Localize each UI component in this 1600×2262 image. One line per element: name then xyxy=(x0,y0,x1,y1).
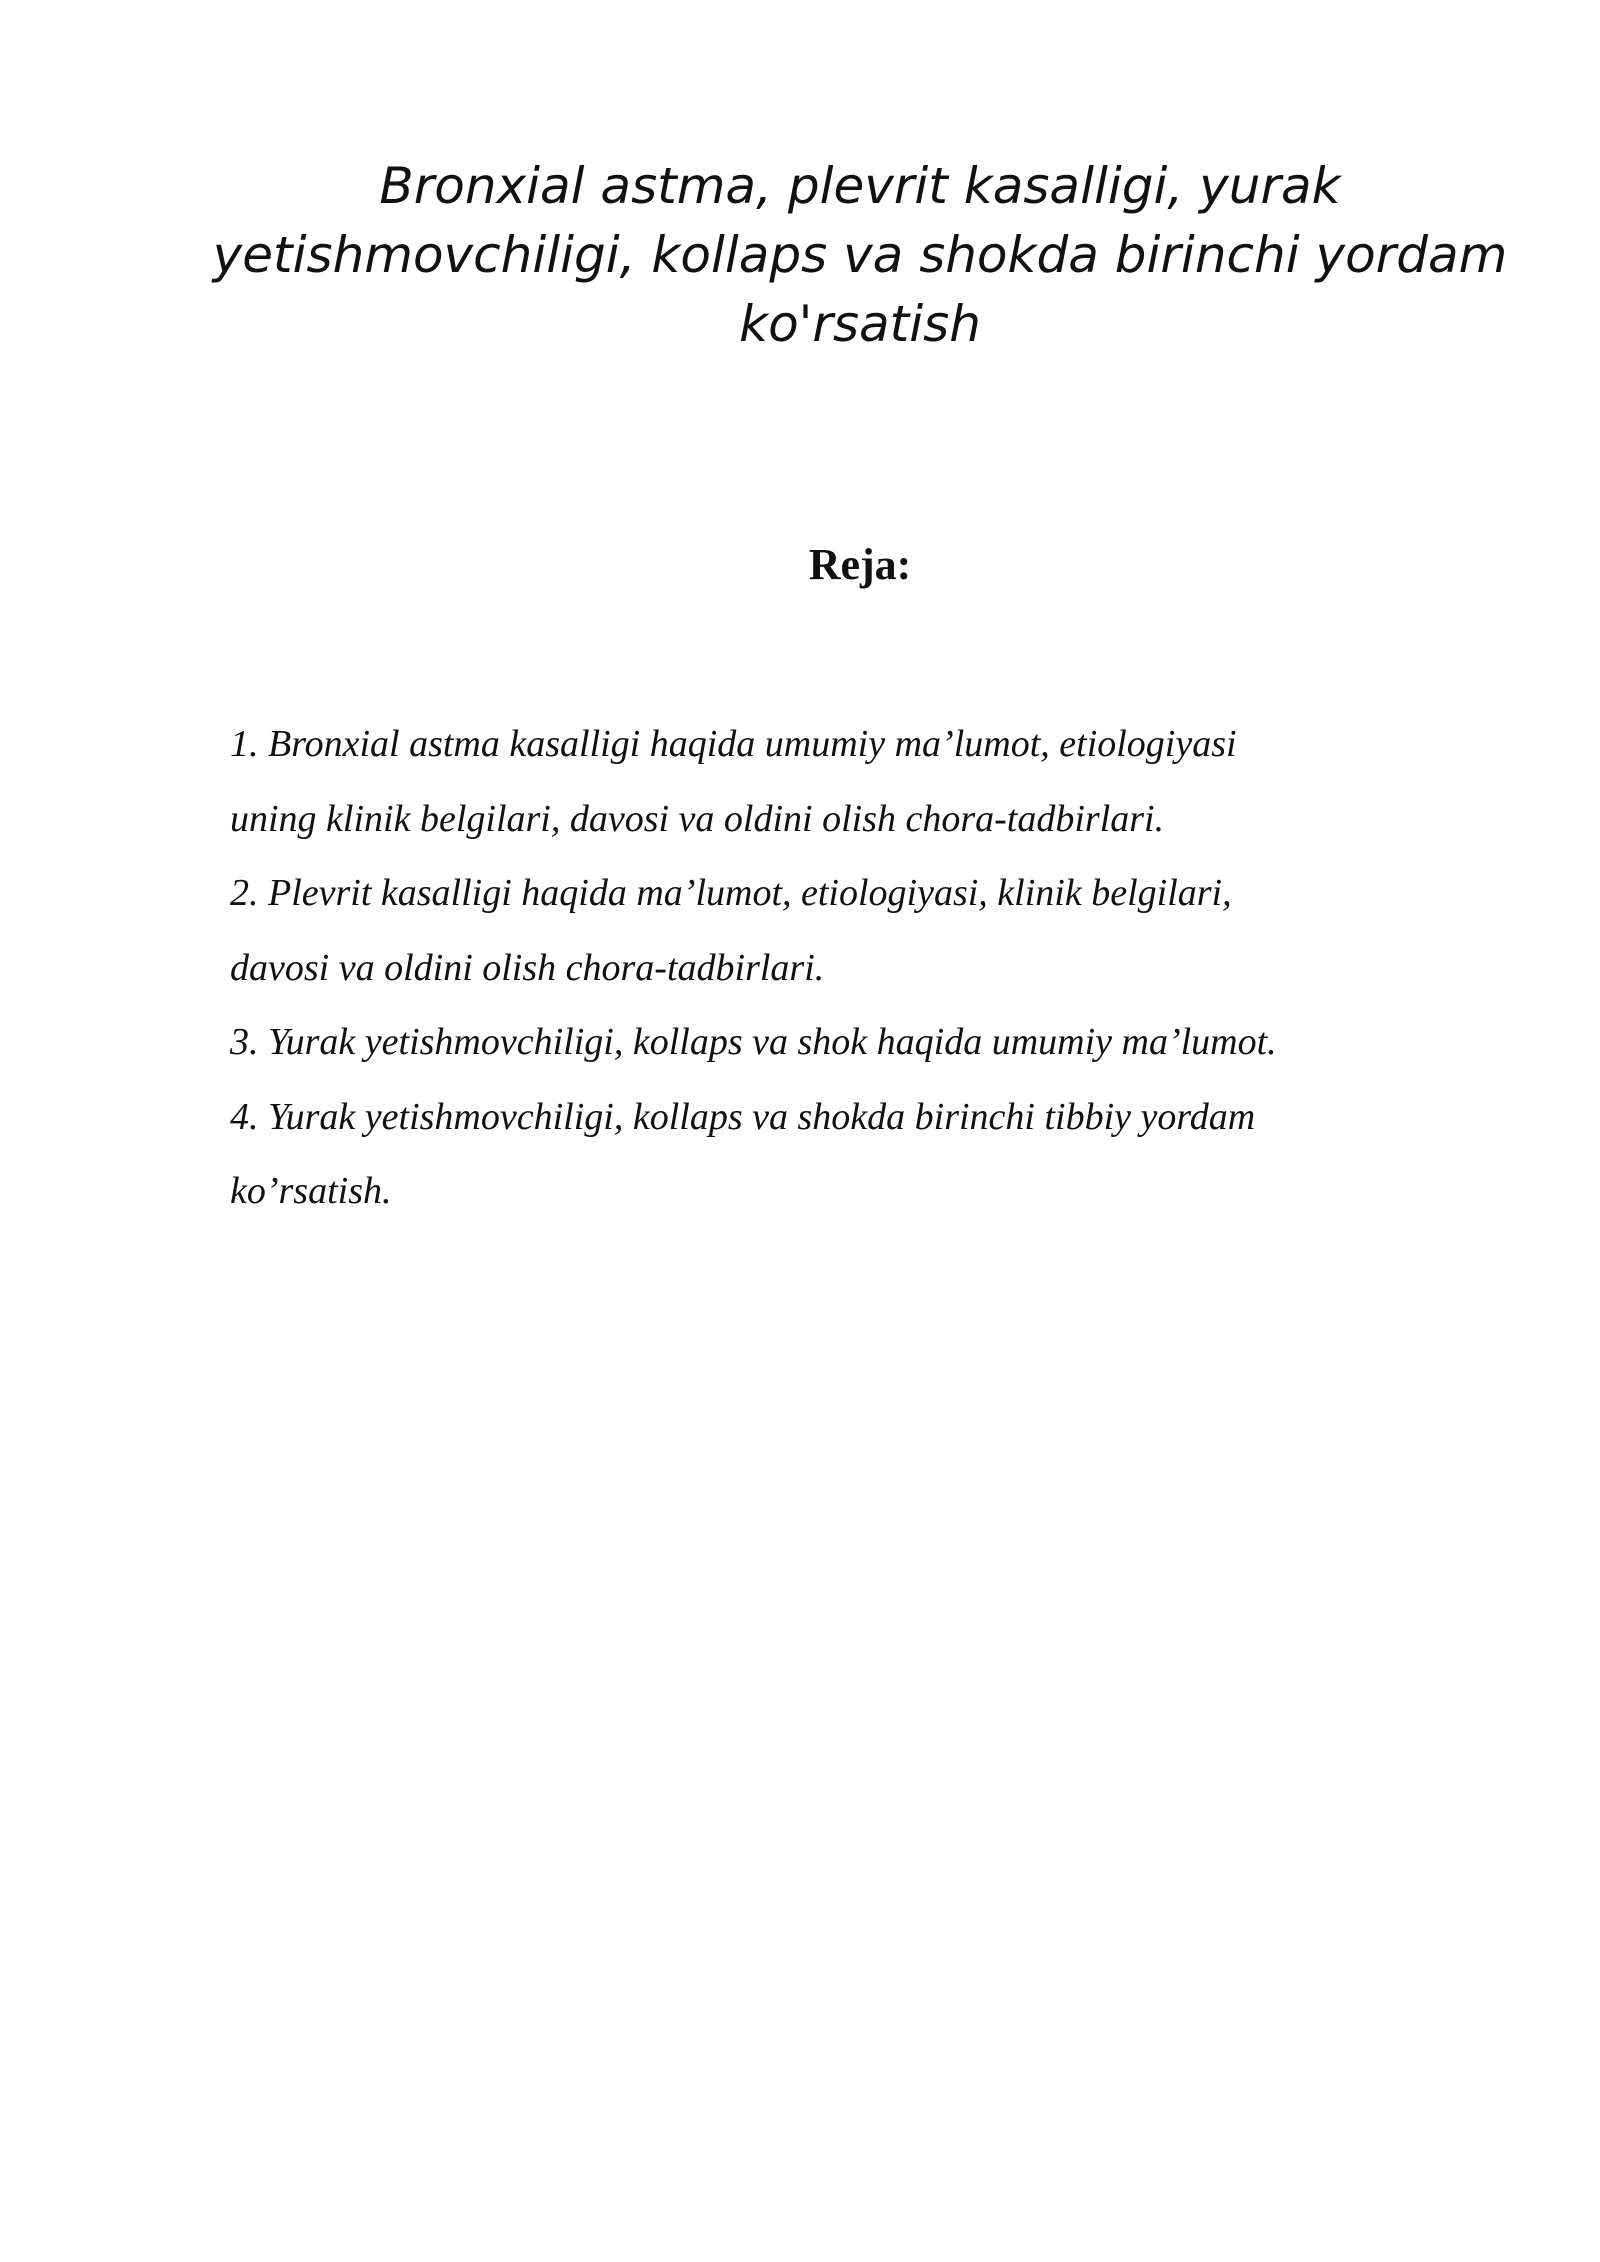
title-line: Bronxial astma, plevrit kasalligi, yurak xyxy=(379,157,1341,215)
plan-item-3-line-1: 3. Yurak yetishmovchiligi, kollaps va shok haqida umumiy ma’lumot. xyxy=(230,1021,1277,1063)
plan-item-1-line-2: uning klinik belgilari, davosi va oldini olish chora-tadbirlari. xyxy=(230,797,1165,840)
plan-item-4-line-1: 4. Yurak yetishmovchiligi, kollaps va shokda birinchi tibbiy yordam xyxy=(230,1095,1256,1138)
plan-item-2-line-2: davosi va oldini olish chora-tadbirlari. xyxy=(230,946,825,989)
title-line: ko'rsatish xyxy=(739,295,981,353)
title-line: yetishmovchiligi, kollaps va shokda birinchi yordam xyxy=(212,226,1508,284)
plan-list xyxy=(230,707,1480,1229)
plan-heading: Reja: xyxy=(808,540,912,589)
plan-item-1-line-1: 1. Bronxial astma kasalligi haqida umumiy ma’lumot, etiologiyasi xyxy=(230,723,1237,765)
document-title xyxy=(200,152,1520,359)
plan-item-4-line-2: ko’rsatish. xyxy=(230,1170,392,1212)
plan-item-2-line-1: 2. Plevrit kasalligi haqida ma’lumot, etiologiyasi, klinik belgilari, xyxy=(230,872,1232,914)
